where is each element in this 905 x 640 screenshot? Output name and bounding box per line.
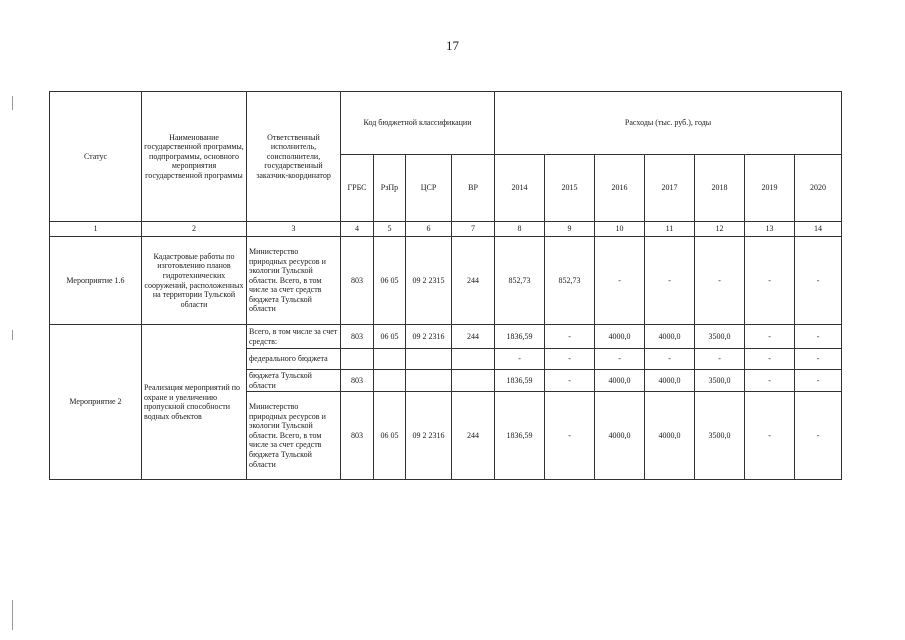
grbs-cell: 803 <box>341 370 374 392</box>
value-cell: - <box>695 349 745 370</box>
column-number: 10 <box>595 222 645 237</box>
value-cell: - <box>745 325 795 349</box>
value-cell: 852,73 <box>495 237 545 325</box>
column-number: 1 <box>50 222 142 237</box>
csr-cell <box>406 370 452 392</box>
header-year: 2014 <box>495 155 545 222</box>
column-number: 5 <box>374 222 406 237</box>
vr-cell <box>452 349 495 370</box>
value-cell: - <box>795 392 842 480</box>
table-row <box>50 237 842 325</box>
grbs-cell: 803 <box>341 392 374 480</box>
measure-name: Кадастровые работы по изготовлению планов гидротехнических сооружений, расположенных на территории Тульской области <box>142 237 247 325</box>
grbs-cell: 803 <box>341 325 374 349</box>
scan-mark <box>12 330 13 340</box>
csr-cell <box>406 349 452 370</box>
column-number: 8 <box>495 222 545 237</box>
column-number: 6 <box>406 222 452 237</box>
value-cell: - <box>795 325 842 349</box>
value-cell: - <box>595 237 645 325</box>
header-year: 2019 <box>745 155 795 222</box>
column-number: 2 <box>142 222 247 237</box>
header-year: 2016 <box>595 155 645 222</box>
value-cell: - <box>545 325 595 349</box>
value-cell: 4000,0 <box>595 392 645 480</box>
header-rzpr: РзПр <box>374 155 406 222</box>
vr-cell <box>452 370 495 392</box>
value-cell: - <box>745 237 795 325</box>
value-cell: 852,73 <box>545 237 595 325</box>
grbs-cell: 803 <box>341 237 374 325</box>
responsible-cell: Всего, в том числе за счет средств: <box>247 325 341 349</box>
rzpr-cell: 06 05 <box>374 325 406 349</box>
csr-cell: 09 2 2316 <box>406 392 452 480</box>
value-cell: 3500,0 <box>695 392 745 480</box>
rzpr-cell <box>374 349 406 370</box>
column-number: 11 <box>645 222 695 237</box>
value-cell: - <box>695 237 745 325</box>
header-year: 2018 <box>695 155 745 222</box>
value-cell: - <box>645 349 695 370</box>
value-cell: - <box>595 349 645 370</box>
value-cell: - <box>645 237 695 325</box>
scan-mark <box>12 96 13 110</box>
scan-mark <box>12 600 13 630</box>
table-row <box>50 325 842 349</box>
value-cell: 4000,0 <box>645 325 695 349</box>
value-cell: 4000,0 <box>645 370 695 392</box>
budget-table <box>49 91 842 480</box>
vr-cell: 244 <box>452 325 495 349</box>
column-number: 3 <box>247 222 341 237</box>
rzpr-cell <box>374 370 406 392</box>
value-cell: 1836,59 <box>495 325 545 349</box>
value-cell: - <box>745 370 795 392</box>
column-number: 9 <box>545 222 595 237</box>
value-cell: - <box>745 349 795 370</box>
value-cell: - <box>495 349 545 370</box>
column-number: 4 <box>341 222 374 237</box>
value-cell: 4000,0 <box>595 370 645 392</box>
header-budget-code: Код бюджетной классификации <box>341 92 495 155</box>
header-grbs: ГРБС <box>341 155 374 222</box>
header-year: 2017 <box>645 155 695 222</box>
measure-name: Реализация мероприятий по охране и увеличению пропускной способности водных объектов <box>142 325 247 480</box>
value-cell: 1836,59 <box>495 370 545 392</box>
header-year: 2015 <box>545 155 595 222</box>
value-cell: 1836,59 <box>495 392 545 480</box>
measure-status: Мероприятие 2 <box>50 325 142 480</box>
grbs-cell <box>341 349 374 370</box>
header-expenses: Расходы (тыс. руб.), годы <box>495 92 842 155</box>
vr-cell: 244 <box>452 237 495 325</box>
header-responsible: Ответственный исполнитель, соисполнители, государственный заказчик-координатор <box>247 92 341 222</box>
value-cell: - <box>745 392 795 480</box>
value-cell: 3500,0 <box>695 370 745 392</box>
header-name: Наименование государственной программы, подпрограммы, основного мероприятия государственной программы <box>142 92 247 222</box>
numbering-row <box>50 222 842 237</box>
value-cell: 4000,0 <box>645 392 695 480</box>
column-number: 13 <box>745 222 795 237</box>
vr-cell: 244 <box>452 392 495 480</box>
value-cell: - <box>795 370 842 392</box>
value-cell: - <box>795 349 842 370</box>
value-cell: 4000,0 <box>595 325 645 349</box>
column-number: 7 <box>452 222 495 237</box>
value-cell: - <box>545 392 595 480</box>
measure-status: Мероприятие 1.6 <box>50 237 142 325</box>
page-number: 17 <box>446 38 459 53</box>
responsible-cell: бюджета Тульской области <box>247 370 341 392</box>
rzpr-cell: 06 05 <box>374 237 406 325</box>
value-cell: - <box>795 237 842 325</box>
header-year: 2020 <box>795 155 842 222</box>
responsible-cell: Министерство природных ресурсов и экологии Тульской области. Всего, в том числе за счет средств бюджета Тульской области <box>247 392 341 480</box>
responsible-cell: федерального бюджета <box>247 349 341 370</box>
column-number: 12 <box>695 222 745 237</box>
value-cell: - <box>545 349 595 370</box>
csr-cell: 09 2 2316 <box>406 325 452 349</box>
responsible-cell: Министерство природных ресурсов и экологии Тульской области. Всего, в том числе за счет средств бюджета Тульской области <box>247 237 341 325</box>
header-csr: ЦСР <box>406 155 452 222</box>
column-number: 14 <box>795 222 842 237</box>
header-row-top <box>50 92 842 155</box>
header-status: Статус <box>50 92 142 222</box>
value-cell: - <box>545 370 595 392</box>
rzpr-cell: 06 05 <box>374 392 406 480</box>
csr-cell: 09 2 2315 <box>406 237 452 325</box>
value-cell: 3500,0 <box>695 325 745 349</box>
header-vr: ВР <box>452 155 495 222</box>
